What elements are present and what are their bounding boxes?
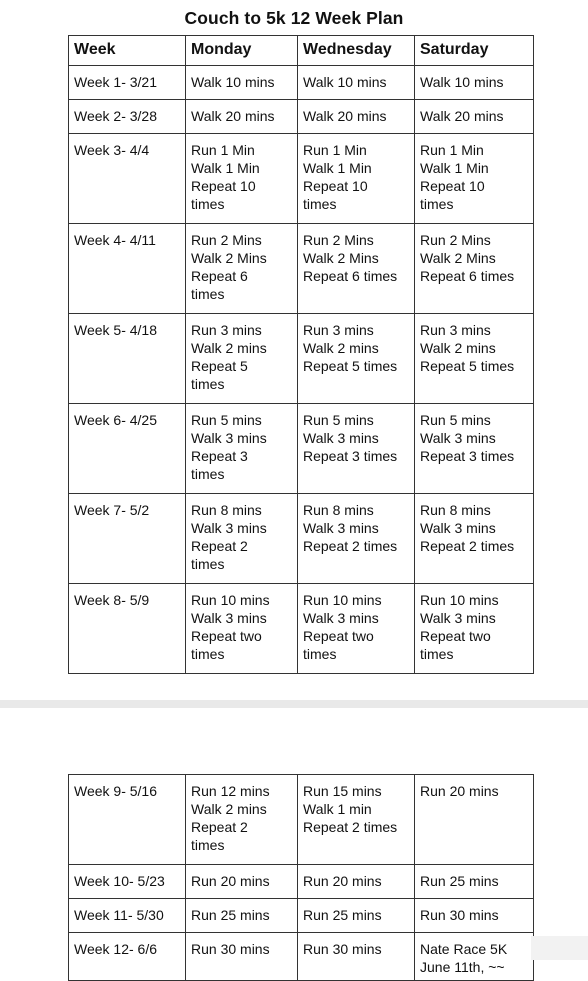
- week-cell: Week 2- 3/28: [69, 100, 186, 134]
- week-cell: Week 6- 4/25: [69, 404, 186, 494]
- monday-cell: Run 30 mins: [186, 933, 298, 981]
- wednesday-cell: Run 3 mins Walk 2 mins Repeat 5 times: [298, 314, 415, 404]
- saturday-cell: Run 5 mins Walk 3 mins Repeat 3 times: [415, 404, 534, 494]
- week-cell: Week 10- 5/23: [69, 865, 186, 899]
- schedule-table-part-1: [68, 35, 534, 674]
- saturday-cell: Run 8 mins Walk 3 mins Repeat 2 times: [415, 494, 534, 584]
- monday-cell: Run 2 Mins Walk 2 Mins Repeat 6 times: [186, 224, 298, 314]
- saturday-cell: Run 30 mins: [415, 899, 534, 933]
- table-row: [69, 494, 534, 584]
- saturday-cell: Walk 20 mins: [415, 100, 534, 134]
- header-week: Week: [69, 36, 186, 66]
- saturday-cell: Run 3 mins Walk 2 mins Repeat 5 times: [415, 314, 534, 404]
- table-row: [69, 100, 534, 134]
- header-monday: Monday: [186, 36, 298, 66]
- header-wednesday: Wednesday: [298, 36, 415, 66]
- table-row: [69, 584, 534, 674]
- monday-cell: Run 25 mins: [186, 899, 298, 933]
- monday-cell: Run 12 mins Walk 2 mins Repeat 2 times: [186, 775, 298, 865]
- wednesday-cell: Run 25 mins: [298, 899, 415, 933]
- monday-cell: Run 8 mins Walk 3 mins Repeat 2 times: [186, 494, 298, 584]
- wednesday-cell: Run 2 Mins Walk 2 Mins Repeat 6 times: [298, 224, 415, 314]
- saturday-cell: Run 25 mins: [415, 865, 534, 899]
- monday-cell: Walk 10 mins: [186, 66, 298, 100]
- header-saturday: Saturday: [415, 36, 534, 66]
- wednesday-cell: Run 20 mins: [298, 865, 415, 899]
- week-cell: Week 4- 4/11: [69, 224, 186, 314]
- table-row: [69, 224, 534, 314]
- week-cell: Week 11- 5/30: [69, 899, 186, 933]
- header-row: [69, 36, 534, 66]
- table-row: [69, 899, 534, 933]
- wednesday-cell: Run 10 mins Walk 3 mins Repeat two times: [298, 584, 415, 674]
- wednesday-cell: Run 15 mins Walk 1 min Repeat 2 times: [298, 775, 415, 865]
- monday-cell: Run 20 mins: [186, 865, 298, 899]
- week-cell: Week 5- 4/18: [69, 314, 186, 404]
- table-row: [69, 404, 534, 494]
- week-cell: Week 9- 5/16: [69, 775, 186, 865]
- monday-cell: Run 10 mins Walk 3 mins Repeat two times: [186, 584, 298, 674]
- wednesday-cell: Run 8 mins Walk 3 mins Repeat 2 times: [298, 494, 415, 584]
- week-cell: Week 1- 3/21: [69, 66, 186, 100]
- wednesday-cell: Run 30 mins: [298, 933, 415, 981]
- monday-cell: Run 3 mins Walk 2 mins Repeat 5 times: [186, 314, 298, 404]
- table-row: [69, 314, 534, 404]
- table-row: [69, 134, 534, 224]
- saturday-cell: Run 1 Min Walk 1 Min Repeat 10 times: [415, 134, 534, 224]
- schedule-table-part-2: [68, 774, 534, 981]
- saturday-cell: Nate Race 5K June 11th, ~~: [415, 933, 534, 981]
- page-corner-cutoff: [531, 936, 588, 960]
- saturday-cell: Run 10 mins Walk 3 mins Repeat two times: [415, 584, 534, 674]
- monday-cell: Walk 20 mins: [186, 100, 298, 134]
- page-title: Couch to 5k 12 Week Plan: [184, 8, 404, 28]
- table-row: [69, 865, 534, 899]
- wednesday-cell: Run 1 Min Walk 1 Min Repeat 10 times: [298, 134, 415, 224]
- saturday-cell: Run 20 mins: [415, 775, 534, 865]
- monday-cell: Run 1 Min Walk 1 Min Repeat 10 times: [186, 134, 298, 224]
- monday-cell: Run 5 mins Walk 3 mins Repeat 3 times: [186, 404, 298, 494]
- week-cell: Week 12- 6/6: [69, 933, 186, 981]
- wednesday-cell: Walk 20 mins: [298, 100, 415, 134]
- wednesday-cell: Walk 10 mins: [298, 66, 415, 100]
- table-row: [69, 775, 534, 865]
- table-row: [69, 933, 534, 981]
- saturday-cell: Walk 10 mins: [415, 66, 534, 100]
- page-gap: [0, 700, 588, 708]
- week-cell: Week 3- 4/4: [69, 134, 186, 224]
- table-row: [69, 66, 534, 100]
- wednesday-cell: Run 5 mins Walk 3 mins Repeat 3 times: [298, 404, 415, 494]
- saturday-cell: Run 2 Mins Walk 2 Mins Repeat 6 times: [415, 224, 534, 314]
- week-cell: Week 7- 5/2: [69, 494, 186, 584]
- week-cell: Week 8- 5/9: [69, 584, 186, 674]
